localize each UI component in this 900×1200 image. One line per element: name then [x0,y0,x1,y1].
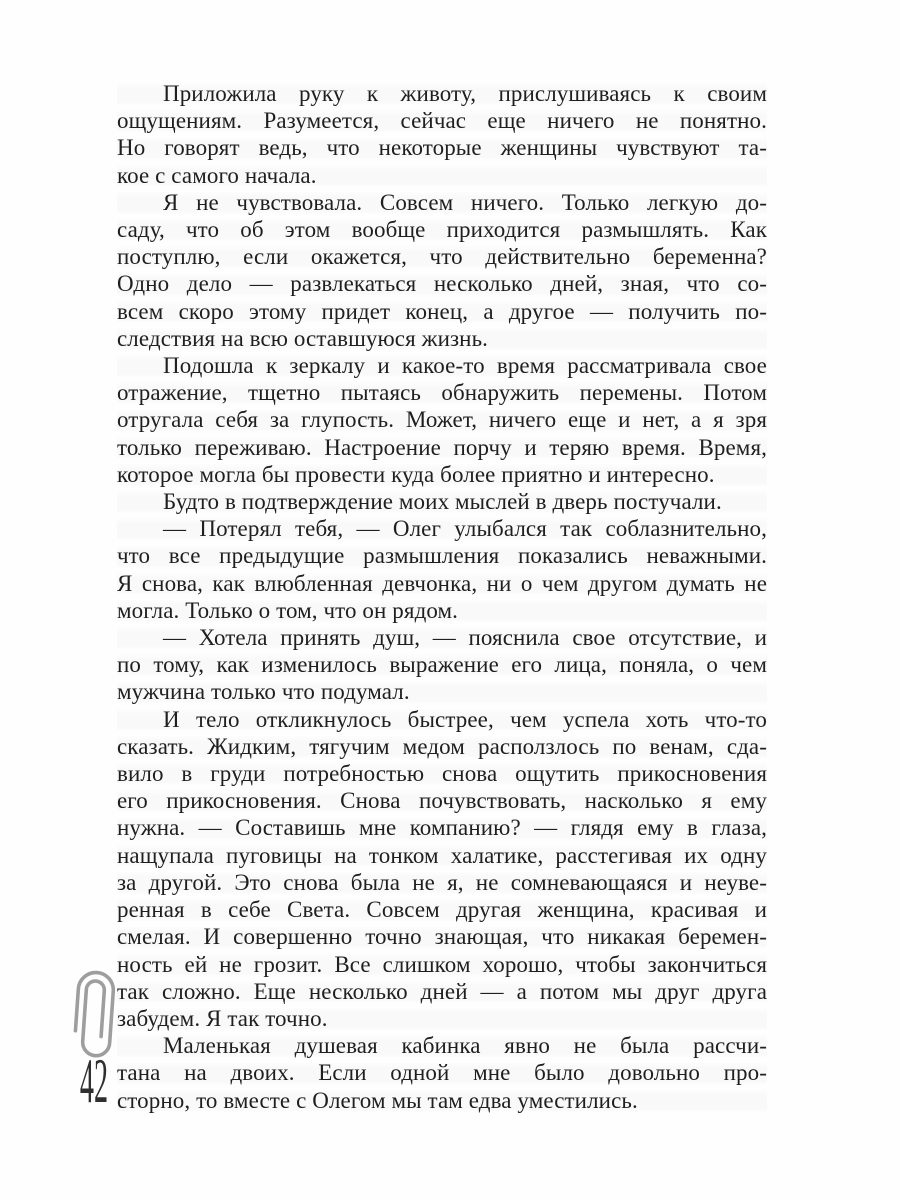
text-line: вило в груди потребностью снова ощутить прикосновения [117,761,767,787]
paragraph [117,352,767,488]
text-line: Я не чувствовала. Совсем ничего. Только легкую до- [117,189,767,216]
text-line: ренная в себе Света. Совсем другая женщина, красивая и [117,897,767,923]
text-line: И тело откликнулось быстрее, чем успела хоть что-то [117,706,767,733]
text-line: Я снова, как влюбленная девчонка, ни о чем другом думать не [117,570,767,596]
paragraph [117,515,767,624]
text-line: — Хотела принять душ, — пояснила свое отсутствие, и [117,624,767,651]
text-line: за другой. Это снова была не я, не сомневающаяся и неуве- [117,869,767,895]
text-line: так сложно. Еще несколько дней — а потом мы друг друга [117,978,767,1004]
text-line: что все предыдущие размышления показались неважными. [117,543,767,569]
text-line: смелая. И совершенно точно знающая, что никакая беремен- [117,924,767,950]
text-line: сказать. Жидким, тягучим медом расползлось по венам, сда- [117,733,767,759]
text-line: отругала себя за глупость. Может, ничего еще и нет, а я зря [117,407,767,433]
text-line: Приложила руку к животу, прислушиваясь к своим [117,80,767,107]
text-line: тана на двоих. Если одной мне было довольно про- [117,1060,767,1086]
text-line: — Потерял тебя, — Олег улыбался так соблазнительно, [117,515,767,542]
text-line: мужчина только что подумал. [117,678,767,705]
text-line: нащупала пуговицы на тонком халатике, расстегивая их одну [117,842,767,868]
paragraph [117,1032,767,1114]
text-line: забудем. Я так точно. [117,1005,767,1032]
text-line: ность ей не грозит. Все слишком хорошо, чтобы закончиться [117,951,767,977]
page-number: 42 [79,1045,109,1116]
text-line: отражение, тщетно пытаясь обнаружить перемены. Потом [117,380,767,406]
text-line: сторно, то вместе с Олегом мы там едва уместились. [117,1087,767,1114]
text-line: всем скоро этому придет конец, а другое — получить по- [117,298,767,324]
text-line: которое могла бы провести куда более приятно и интересно. [117,461,767,488]
paragraph [117,624,767,706]
paragraph [117,706,767,1032]
text-line: кое с самого начала. [117,162,767,189]
text-line: Одно дело — развлекаться несколько дней, зная, что со- [117,271,767,297]
paragraph [117,488,767,515]
text-block [117,80,767,1114]
text-line: Подошла к зеркалу и какое-то время рассматривала свое [117,352,767,379]
text-line: ощущениям. Разумеется, сейчас еще ничего не понятно. [117,108,767,134]
text-line: нужна. — Составишь мне компанию? — глядя ему в глаза, [117,815,767,841]
text-line: только переживаю. Настроение порчу и теряю время. Время, [117,434,767,460]
text-line: Маленькая душевая кабинка явно не была рассчи- [117,1032,767,1059]
paragraph [117,189,767,352]
text-line: Но говорят ведь, что некоторые женщины чувствуют та- [117,135,767,161]
text-line: следствия на всю оставшуюся жизнь. [117,325,767,352]
text-line: саду, что об этом вообще приходится размышлять. Как [117,217,767,243]
text-line: Будто в подтверждение моих мыслей в дверь постучали. [117,488,767,515]
paragraph [117,80,767,189]
text-line: поступлю, если окажется, что действительно беременна? [117,244,767,270]
text-line: по тому, как изменилось выражение его лица, поняла, о чем [117,652,767,678]
text-line: его прикосновения. Снова почувствовать, насколько я ему [117,788,767,814]
text-line: могла. Только о том, что он рядом. [117,597,767,624]
